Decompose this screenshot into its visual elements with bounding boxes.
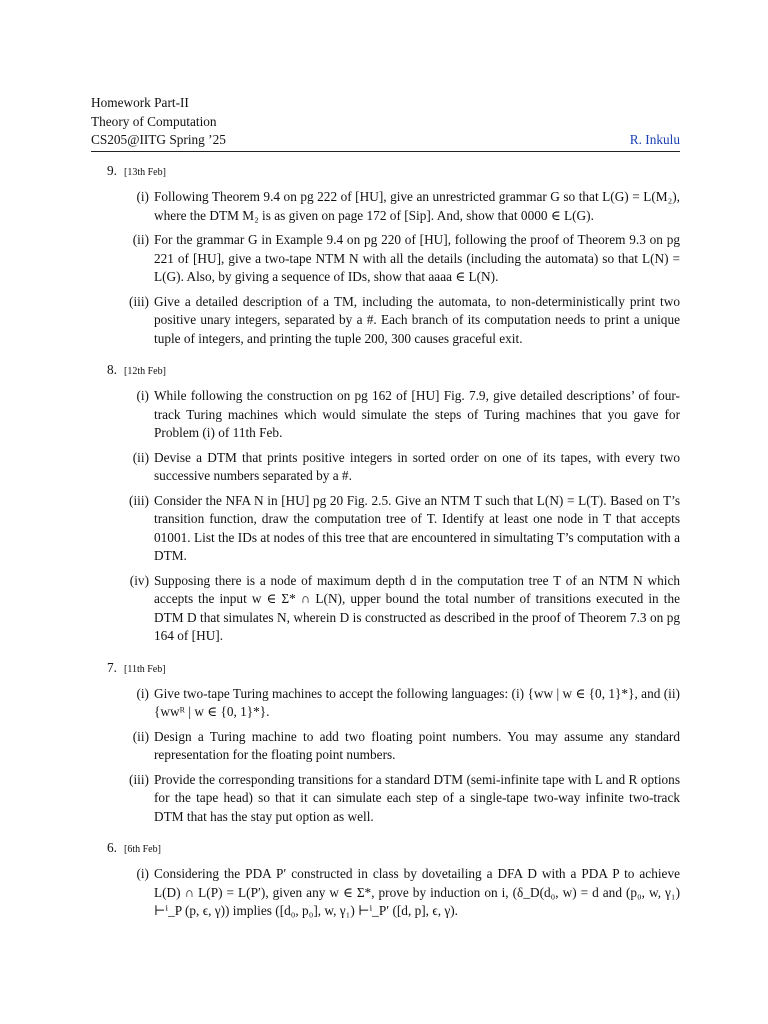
header-divider	[91, 151, 680, 152]
problem-number: 7.	[107, 659, 117, 675]
part-text: While following the construction on pg 162 of [HU] Fig. 7.9, give detailed descriptions’ of four-track Turing machines which would simulate the steps of Turing machines that you gave for Problem (i) of 11th Feb.	[154, 388, 680, 440]
problem-number: 9.	[107, 163, 117, 178]
part-label: (i)	[136, 189, 149, 204]
part-label: (iv)	[129, 572, 149, 588]
part-label: (i)	[136, 685, 149, 701]
part-text: Supposing there is a node of maximum depth d in the computation tree T of an NTM N which accepts the input w ∈ Σ* ∩ L(N), upper bound the total number of transitions executed in the DTM D that simulates N, wherein D is constructed as described in the proof of Theorem 7.3 on pg 164 of [HU].	[154, 572, 680, 643]
problem-7	[91, 659, 680, 827]
part-text: Design a Turing machine to add two floating point numbers. You may assume any standard representation for the floating point numbers.	[154, 728, 680, 762]
problem-part	[91, 188, 680, 225]
header-title: Homework Part-II	[91, 95, 189, 110]
problem-list	[91, 162, 680, 934]
part-label: (iii)	[129, 771, 149, 787]
part-label: (ii)	[132, 449, 149, 465]
problem-part	[91, 572, 680, 646]
part-text: Considering the PDA P′ constructed in class by dovetailing a DFA D with a PDA P to achieve L(D) ∩ L(P) = L(P′), given any w ∈ Σ*, prove by induction on i, (δ_D(d₀, w) = d and (p₀, w, γ₁) ⊢ⁱ_P (p, ϵ, γ)) implies ([d₀, p₀], w, γ₁) ⊢ⁱ_P′ ([d, p], ϵ, γ).	[154, 866, 680, 918]
part-label: (iii)	[129, 293, 149, 309]
part-label: (i)	[136, 388, 149, 403]
part-label: (ii)	[132, 728, 149, 744]
problem-date: [6th Feb]	[124, 844, 161, 855]
problem-part	[91, 865, 680, 921]
problem-number: 8.	[107, 362, 117, 377]
author-link[interactable]: R. Inkulu	[629, 132, 680, 147]
part-text: Provide the corresponding transitions for a standard DTM (semi-infinite tape with L and R options for the tape head) so that it can simulate each step of a single-tape two-way infinite two-track DTM that has the stay put option as well.	[154, 771, 680, 824]
part-text: For the grammar G in Example 9.4 on pg 220 of [HU], following the proof of Theorem 9.3 on pg 221 of [HU], give a two-tape NTM N with all the details (including the automata) so that L(N) = L(G). Also, by giving a sequence of IDs, show that aaaa ∈ L(N).	[154, 232, 680, 284]
part-label: (iii)	[129, 492, 149, 508]
part-text: Give a detailed description of a TM, including the automata, to non-deterministically print two positive unary integers, separated by a #. Each branch of its computation needs to print a unique tuple of integers, and printing the tuple 200, 300 causes graceful exit.	[154, 293, 680, 346]
problem-part	[91, 293, 680, 349]
problem-part	[91, 685, 680, 722]
problem-part	[91, 449, 680, 486]
problem-part	[91, 387, 680, 443]
part-label: (ii)	[132, 232, 149, 247]
problem-number: 6.	[107, 840, 117, 855]
part-label: (i)	[136, 866, 149, 881]
course-code: CS205@IITG Spring ’25	[91, 132, 226, 147]
problem-9	[91, 162, 680, 348]
problem-date: [12th Feb]	[124, 366, 166, 377]
problem-part	[91, 728, 680, 765]
part-text: Devise a DTM that prints positive integers in sorted order on one of its tapes, with every two successive numbers separated by a #.	[154, 449, 680, 483]
course-name: Theory of Computation	[91, 113, 217, 129]
part-text: Give two-tape Turing machines to accept the following languages: (i) {ww | w ∈ {0, 1}*}, and (ii) {wwᴿ | w ∈ {0, 1}*}.	[154, 685, 680, 719]
problem-part	[91, 492, 680, 566]
problem-8	[91, 361, 680, 646]
problem-part	[91, 771, 680, 827]
problem-date: [11th Feb]	[124, 663, 166, 675]
problem-date: [13th Feb]	[124, 167, 166, 178]
problem-6	[91, 839, 680, 921]
part-text: Consider the NFA N in [HU] pg 20 Fig. 2.5. Give an NTM T such that L(N) = L(T). Based on T’s transition function, draw the computation tree of T. Identify at least one node in T that accepts 01001. List the IDs at nodes of this tree that are encountered in simultating T’s computation with a DTM.	[154, 492, 680, 563]
problem-part	[91, 231, 680, 287]
part-text: Following Theorem 9.4 on pg 222 of [HU], give an unrestricted grammar G so that L(G) = L(M₂), where the DTM M₂ is as given on page 172 of [Sip]. And, show that 0000 ∈ L(G).	[154, 189, 680, 223]
document-header	[91, 94, 680, 150]
